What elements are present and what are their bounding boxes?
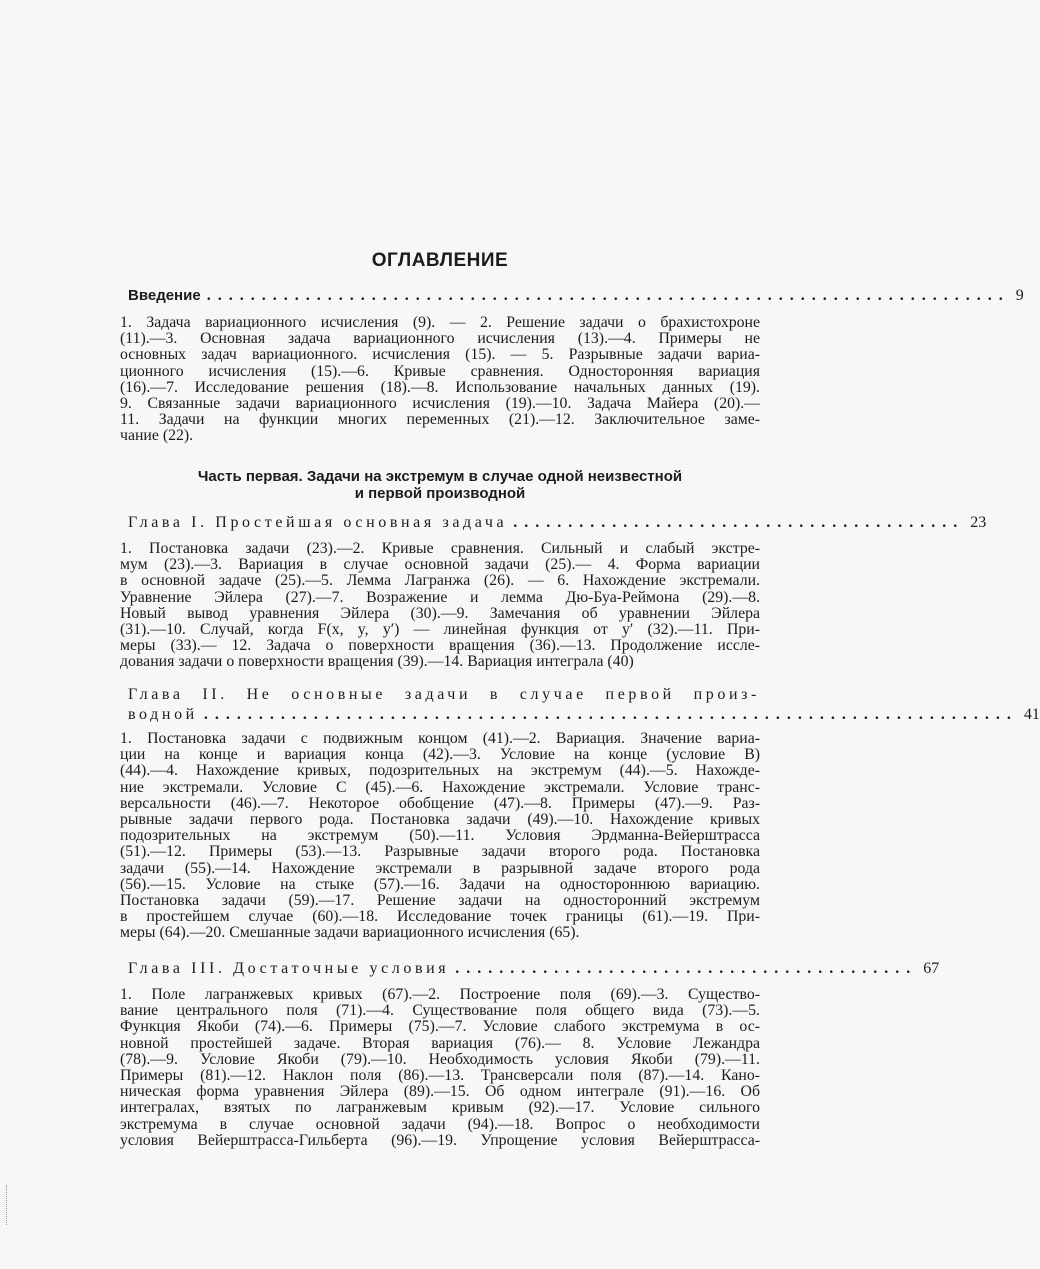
text-line: ние экстремали. Условие C (45).—6. Нахождение экстремали. Условие транс- xyxy=(120,778,760,796)
text-line: задачи (55).—14. Нахождение экстремали в разрывной задаче второго рода xyxy=(120,859,760,877)
chapter-2-page: 41 xyxy=(1023,706,1040,723)
text-line: (11).—3. Основная задача вариационного исчисления (13).—4. Примеры не xyxy=(120,330,760,348)
text-line: мум (23).—3. Вариация в случае основной задачи (25).— 4. Форма вариации xyxy=(120,556,760,574)
toc-title: ОГЛАВЛЕНИЕ xyxy=(371,250,509,271)
text-line: (56).—15. Условие на стыке (57).—16. Задачи на одностороннюю вариацию. xyxy=(120,875,760,893)
chapter-1-page: 23 xyxy=(970,514,987,531)
text-line: в простейшем случае (60).—18. Исследование точек границы (61).—19. При- xyxy=(120,908,760,926)
toc-entry-chapter-2-line-2 xyxy=(128,705,1040,725)
part-one-title-line: Часть первая. Задачи на экстремум в случае одной неизвестной xyxy=(197,468,683,485)
text-line: ническая форма уравнения Эйлера (89).—15. Об одном интеграле (91).—16. Об xyxy=(120,1083,760,1101)
text-line: экстремума в случае основной задачи (94).—18. Вопрос о необходимости xyxy=(120,1115,760,1133)
scan-margin-mark xyxy=(6,1185,8,1225)
part-one-title xyxy=(120,468,760,502)
intro-contents xyxy=(120,315,760,445)
text-line: (51).—12. Примеры (53).—13. Разрывные задачи второго рода. Постановка xyxy=(120,843,760,861)
text-line: 1. Постановка задачи с подвижным концом (41).—2. Вариация. Значение вариа- xyxy=(120,730,760,747)
chapter-3-page: 67 xyxy=(923,960,940,977)
chapter-2-contents xyxy=(120,731,760,942)
chapter-3-contents xyxy=(120,987,760,1149)
toc-entry-chapter-3 xyxy=(128,959,940,979)
text-line: (16).—7. Исследование решения (18).—8. Использование начальных данных (19). xyxy=(120,378,760,396)
text-line: 1. Задача вариационного исчисления (9). — 2. Решение задачи о брахистохроне xyxy=(120,314,760,331)
text-line: (44).—4. Нахождение кривых, подозрительных на экстремум (44).—5. Нахожде- xyxy=(120,762,760,780)
toc-entry-intro xyxy=(128,286,1024,306)
text-line: Уравнение Эйлера (27).—7. Возражение и лемма Дю-Буа-Реймона (29).—8. xyxy=(120,588,760,606)
part-one-title-line: и первой производной xyxy=(354,485,526,502)
text-line: 1. Поле лагранжевых кривых (67).—2. Построение поля (69).—3. Существо- xyxy=(120,986,760,1003)
text-line: ции на конце и вариация конца (42).—3. Условие на конце (условие B) xyxy=(120,746,760,764)
text-line: условия Вейерштрасса-Гильберта (96).—19. Упрощение условия Вейерштрасса- xyxy=(120,1131,760,1149)
text-line: основных задач вариационного. исчисления (15). — 5. Разрывные задачи вариа- xyxy=(120,346,760,364)
text-line: подозрительных на экстремум (50).—11. Условия Эрдманна-Вейерштрасса xyxy=(120,827,760,845)
text-line: Примеры (81).—12. Наклон поля (86).—13. Трансверсали поля (87).—14. Кано- xyxy=(120,1067,760,1085)
leader-dots: ......................................................................... xyxy=(206,287,1010,304)
text-line: Функция Якоби (74).—6. Примеры (75).—7. Условие слабого экстремума в ос- xyxy=(120,1018,760,1036)
chapter-1-contents xyxy=(120,541,760,671)
text-line: версальности (46).—7. Некоторое обобщение (47).—8. Примеры (47).—9. Раз- xyxy=(120,794,760,812)
text-line: Постановка задачи (59).—17. Решение задачи на односторонний экстремум xyxy=(120,892,760,910)
text-line: 11. Задачи на функции многих переменных (21).—12. Заключительное заме- xyxy=(120,411,760,429)
text-line: (78).—9. Условие Якоби (79).—10. Необходимость условия Якоби (79).—11. xyxy=(120,1050,760,1068)
chapter-2-label-cont: водной xyxy=(128,706,198,723)
text-line: в основной задаче (25).—5. Лемма Лагранжа (26). — 6. Нахождение экстремали. xyxy=(120,572,760,590)
text-line: интегралах, взятых по лагранжевым кривым (92).—17. Условие сильного xyxy=(120,1099,760,1117)
chapter-1-label: Глава I. Простейшая основная задача xyxy=(128,514,508,531)
text-line: дования задачи о поверхности вращения (39).—14. Вариация интеграла (40) xyxy=(120,653,634,671)
text-line: рывные задачи первого рода. Постановка задачи (49).—10. Нахождение кривых xyxy=(120,811,760,829)
text-line: вание центрального поля (71).—4. Существование поля общего вида (73).—5. xyxy=(120,1002,760,1020)
chapter-3-label: Глава III. Достаточные условия xyxy=(128,960,450,977)
leader-dots: .......................................................................... xyxy=(203,706,1018,723)
text-line: новной простейшей задаче. Вторая вариация (76).— 8. Условие Лежандра xyxy=(120,1034,760,1052)
toc-entry-chapter-2-line-1 xyxy=(128,685,760,705)
text-line: меры (33).— 12. Задача о поверхности вращения (36).—13. Продолжение иссле- xyxy=(120,637,760,655)
intro-page: 9 xyxy=(1015,287,1024,304)
text-line: ционного исчисления (15).—6. Кривые сравнения. Односторонняя вариация xyxy=(120,362,760,380)
text-line: чание (22). xyxy=(120,427,194,445)
text-line: Новый вывод уравнения Эйлера (30).—9. Замечания об уравнении Эйлера xyxy=(120,604,760,622)
text-line: 1. Постановка задачи (23).—2. Кривые сравнения. Сильный и слабый экстре- xyxy=(120,540,760,557)
intro-label: Введение xyxy=(128,287,201,304)
leader-dots: .......................................... xyxy=(455,960,918,977)
toc-entry-chapter-1 xyxy=(128,513,987,533)
chapter-2-label: Глава II. Не основные задачи в случае первой произ- xyxy=(128,686,760,703)
text-line: (31).—10. Случай, когда F(x, y, y′) — линейная функция от y′ (32).—11. При- xyxy=(120,621,760,639)
leader-dots: ......................................... xyxy=(513,514,965,531)
text-line: меры (64).—20. Смешанные задачи вариационного исчисления (65). xyxy=(120,924,580,942)
text-line: 9. Связанные задачи вариационного исчисления (19).—10. Задача Майера (20).— xyxy=(120,395,760,413)
